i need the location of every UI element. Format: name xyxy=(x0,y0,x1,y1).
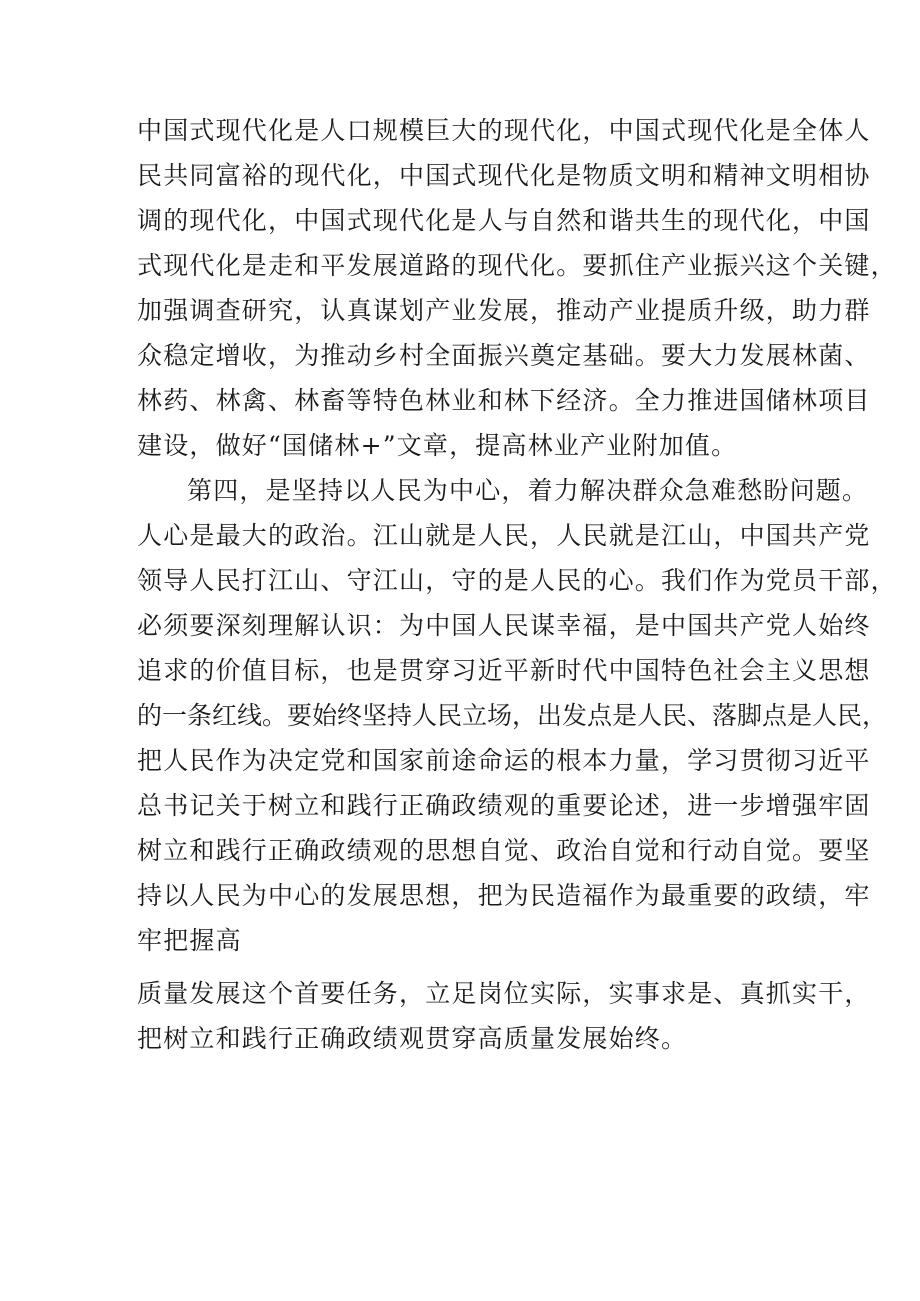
text-line: 领导人民打江山、守江山，守的是人民的心。我们作为党员干部， xyxy=(137,566,897,595)
text-line: 持以人民为中心的发展思想，把为民造福作为最重要的政绩，牢 xyxy=(137,881,871,910)
text-line: 质量发展这个首要任务，立足岗位实际，实事求是、真抓实干， xyxy=(137,979,871,1008)
text-line: 调的现代化，中国式现代化是人与自然和谐共生的现代化，中国 xyxy=(137,206,871,235)
text-line: 中国式现代化是人口规模巨大的现代化，中国式现代化是全体人 xyxy=(137,116,871,145)
text-line: 树立和践行正确政绩观的思想自觉、政治自觉和行动自觉。要坚 xyxy=(137,836,871,865)
text-line: 加强调查研究，认真谋划产业发展，推动产业提质升级，助力群 xyxy=(137,296,871,325)
text-line: 林药、林禽、林畜等特色林业和林下经济。全力推进国储林项目 xyxy=(137,386,871,415)
text-line: 民共同富裕的现代化，中国式现代化是物质文明和精神文明相协 xyxy=(137,161,871,190)
paragraph-heading-line: 第四，是坚持以人民为中心，着力解决群众急难愁盼问题。 xyxy=(187,476,869,505)
text-line: 人心是最大的政治。江山就是人民，人民就是江山，中国共产党 xyxy=(137,521,871,550)
text-line: 建设，做好“国储林+”文章，提高林业产业附加值。 xyxy=(137,431,738,460)
text-line: 总书记关于树立和践行正确政绩观的重要论述，进一步增强牢固 xyxy=(137,791,871,820)
text-line: 必须要深刻理解认识：为中国人民谋幸福，是中国共产党人始终 xyxy=(137,611,871,640)
text-line: 牢把握高 xyxy=(137,926,242,955)
text-line: 把人民作为决定党和国家前途命运的根本力量，学习贯彻习近平 xyxy=(137,746,871,775)
text-line: 众稳定增收，为推动乡村全面振兴奠定基础。要大力发展林菌、 xyxy=(137,341,871,370)
text-line: 式现代化是走和平发展道路的现代化。要抓住产业振兴这个关键， xyxy=(137,251,897,280)
text-line: 追求的价值目标，也是贯穿习近平新时代中国特色社会主义思想 xyxy=(137,656,871,685)
text-line: 的一条红线。要始终坚持人民立场，出发点是人民、落脚点是人民， xyxy=(137,701,888,730)
text-line: 把树立和践行正确政绩观贯穿高质量发展始终。 xyxy=(137,1024,688,1053)
